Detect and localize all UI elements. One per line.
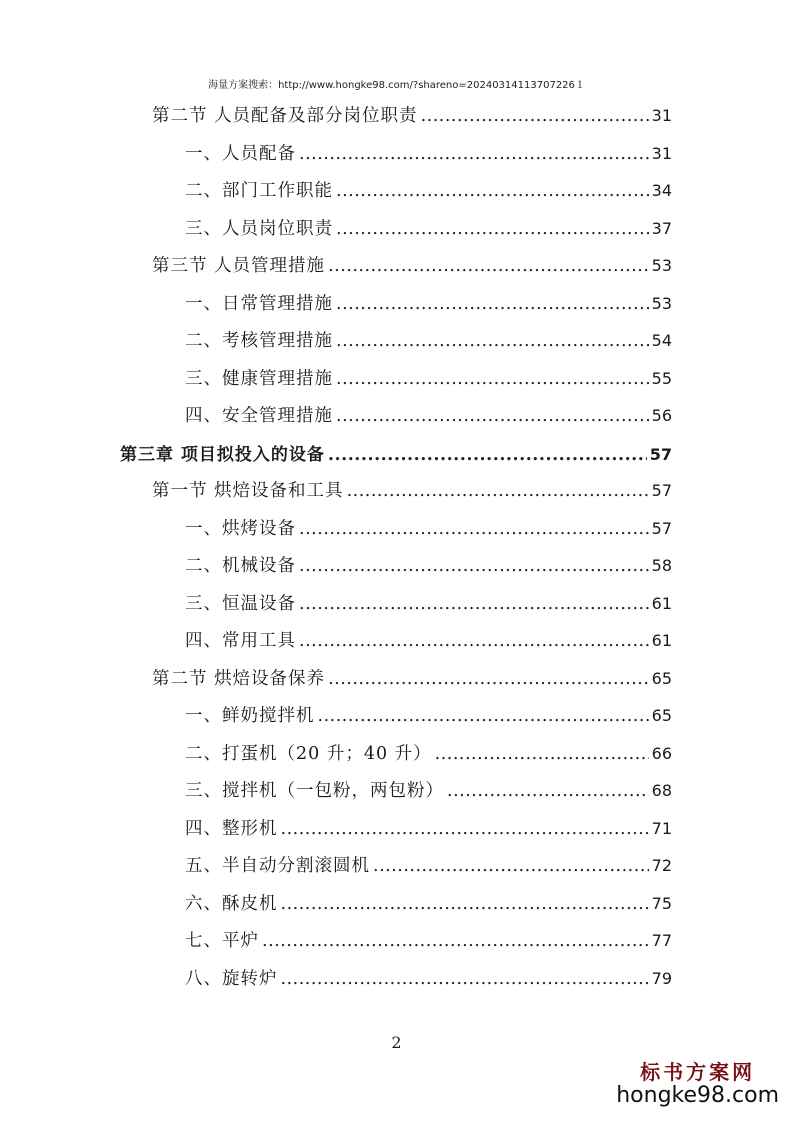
toc-entry-title: 二、考核管理措施 [185,331,333,351]
toc-section-entry[interactable] [152,252,672,276]
toc-dot-leader [299,519,649,539]
toc-section-entry[interactable] [152,665,672,689]
toc-item-entry[interactable] [185,552,672,576]
toc-item-entry[interactable] [185,327,672,351]
toc-item-entry[interactable] [185,927,672,951]
toc-entry-title: 六、酥皮机 [185,893,278,914]
toc-item-entry[interactable] [185,965,672,989]
toc-page-number: 57 [649,444,672,464]
toc-entry-title: 一、烘烤设备 [185,518,296,539]
toc-dot-leader [299,631,649,651]
toc-dot-leader [336,181,649,201]
toc-entry-title: 一、鲜奶搅拌机 [185,706,315,726]
toc-item-entry[interactable] [185,777,672,801]
toc-dot-leader [373,856,649,876]
watermark-cn: 标书方案网 [640,1060,756,1084]
toc-page-number: 66 [651,743,672,763]
toc-dot-leader [299,594,649,614]
toc-item-entry[interactable] [185,815,672,839]
toc-dot-leader [328,669,649,689]
toc-page-number: 68 [651,781,672,800]
toc-entry-title: 七、平炉 [185,931,259,951]
toc-dot-leader [336,369,649,389]
watermark-logo [616,1060,779,1108]
toc-dot-leader [336,219,649,239]
toc-page-number: 55 [651,368,672,388]
toc-dot-leader [336,294,649,314]
toc-page-number: 57 [651,481,672,500]
toc-dot-leader [435,744,649,764]
toc-item-entry[interactable] [185,515,672,539]
toc-item-entry[interactable] [185,290,672,314]
toc-page-number: 31 [651,143,672,163]
toc-page-number: 53 [651,256,672,275]
toc-dot-leader [328,256,649,276]
toc-page-number: 56 [651,406,672,425]
toc-entry-title: 三、搅拌机（一包粉，两包粉） [185,781,444,801]
toc-entry-title: 四、安全管理措施 [185,406,333,426]
toc-page-number: 77 [651,931,672,950]
toc-page-number: 61 [651,631,672,650]
toc-entry-title: 第三节 人员管理措施 [152,256,326,276]
toc-dot-leader [299,556,649,576]
toc-dot-leader [299,144,649,164]
toc-page-number: 75 [651,893,672,913]
toc-page-number: 57 [651,518,672,538]
toc-entry-title: 四、整形机 [185,818,278,839]
toc-page-number: 65 [651,668,672,688]
toc-page-number: 61 [651,593,672,613]
toc-item-entry[interactable] [185,215,672,239]
toc-section-entry[interactable] [152,102,672,126]
toc-entry-title: 二、部门工作职能 [185,181,333,201]
toc-entry-title: 五、半自动分割滚圆机 [185,856,370,876]
toc-page-number: 37 [651,218,672,238]
toc-dot-leader [281,894,649,914]
toc-page-number: 31 [651,106,672,125]
toc-page-number: 72 [651,856,672,875]
toc-page-number: 34 [651,181,672,200]
toc-item-entry[interactable] [185,177,672,201]
toc-dot-leader [336,406,649,426]
toc-dot-leader [347,481,649,501]
toc-dot-leader [281,819,649,839]
toc-entry-title: 第二节 人员配备及部分岗位职责 [152,106,418,126]
toc-dot-leader [262,931,649,951]
toc-entry-title: 第一节 烘焙设备和工具 [152,481,344,501]
toc-item-entry[interactable] [185,702,672,726]
toc-dot-leader [336,331,649,351]
toc-item-entry[interactable] [185,627,672,651]
toc-page-number: 79 [651,968,672,988]
toc-entry-title: 八、旋转炉 [185,968,278,989]
toc-item-entry[interactable] [185,365,672,389]
toc-item-entry[interactable] [185,852,672,876]
toc-page-number: 54 [651,331,672,350]
toc-chapter-entry[interactable] [120,440,672,464]
toc-item-entry[interactable] [185,740,672,764]
toc-entry-title: 一、日常管理措施 [185,293,333,314]
toc-entry-title: 一、人员配备 [185,143,296,164]
toc-entry-title: 三、恒温设备 [185,593,296,614]
toc-item-entry[interactable] [185,140,672,164]
toc-item-entry[interactable] [185,402,672,426]
toc-dot-leader [328,445,647,465]
toc-page-number: 65 [651,706,672,725]
page-header-url: 海量方案搜索：http://www.hongke98.com/?shareno=20240314113707226１ [208,80,585,91]
toc-entry-title: 第二节 烘焙设备保养 [152,668,326,689]
toc-entry-title: 第三章 项目拟投入的设备 [120,444,325,465]
toc-dot-leader [447,781,649,801]
toc-dot-leader [421,106,649,126]
toc-dot-leader [318,706,649,726]
toc-item-entry[interactable] [185,590,672,614]
toc-entry-title: 二、打蛋机（20 升；40 升） [185,743,432,764]
watermark-en: hongke98.com [616,1083,779,1108]
toc-dot-leader [281,969,649,989]
toc-page-number: 71 [651,818,672,838]
toc-entry-title: 二、机械设备 [185,556,296,576]
toc-page-number: 58 [651,556,672,575]
toc-entry-title: 三、人员岗位职责 [185,218,333,239]
toc-item-entry[interactable] [185,890,672,914]
toc-entry-title: 三、健康管理措施 [185,368,333,389]
toc-page-number: 53 [651,293,672,313]
page-number: 2 [391,1033,402,1052]
toc-section-entry[interactable] [152,477,672,501]
toc-entry-title: 四、常用工具 [185,631,296,651]
